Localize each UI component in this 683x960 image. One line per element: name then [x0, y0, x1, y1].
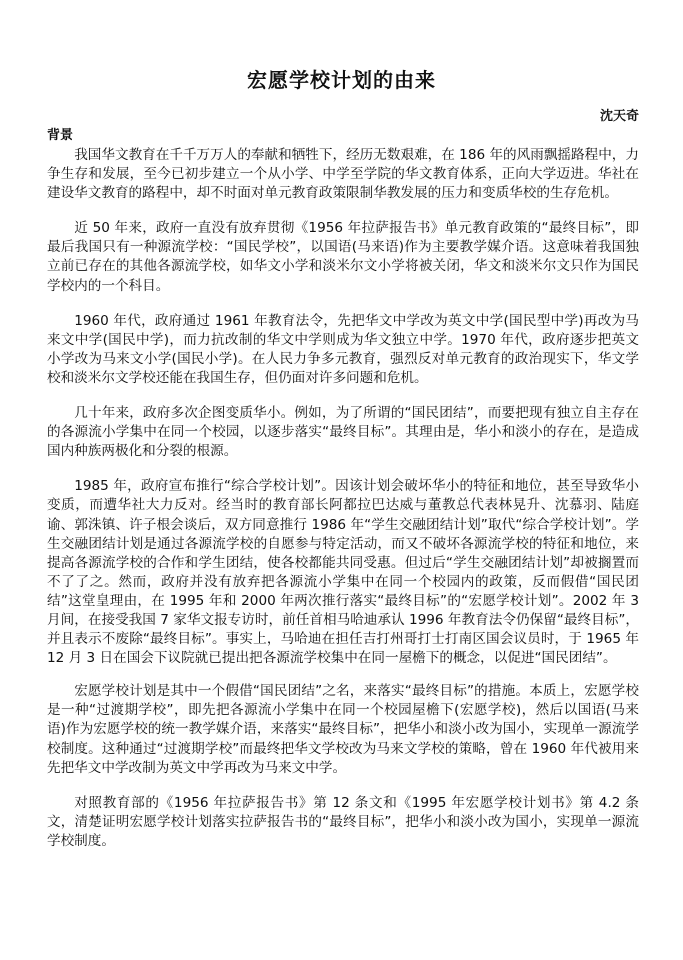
article-body [47, 146, 639, 867]
paragraph: 1960 年代，政府通过 1961 年教育法令，先把华文中学改为英文中学(国民型中学)再改为马来文中学(国民中学)，而力抗改制的华文中学则成为华文独立中学。1970 年代，政府逐步把英文小学改为马来文小学(国民小学)。在人民力争多元教育，强烈反对单元教育的政治现实下，华文学校和淡米尔文学校还能在我国生存，但仍面对许多问题和危机。 [47, 312, 639, 386]
paragraph: 对照教育部的《1956 年拉萨报告书》第 12 条文和《1995 年宏愿学校计划书》第 4.2 条文，清楚证明宏愿学校计划落实拉萨报告书的“最终目标”，把华小和淡小改为国小，实现单一源流学校制度。 [47, 794, 639, 849]
section-heading: 背景 [47, 128, 74, 143]
page-title: 宏愿学校计划的由来 [247, 68, 436, 92]
paragraph: 近 50 年来，政府一直没有放弃贯彻《1956 年拉萨报告书》单元教育政策的“最终目标”，即最后我国只有一种源流学校：“国民学校”，以国语(马来语)作为主要教学媒介语。这意味着我国独立前已存在的其他各源流学校，如华文小学和淡米尔文小学将被关闭，华文和淡米尔文只作为国民学校内的一个科目。 [47, 220, 639, 294]
paragraph: 1985 年，政府宣布推行“综合学校计划”。因该计划会破坏华小的特征和地位，甚至导致华小变质，而遭华社大力反对。经当时的教育部长阿都拉巴达威与董教总代表林晃升、沈慕羽、陆庭谕、郭洙镇、许子根会谈后，双方同意推行 1986 年“学生交融团结计划”取代“综合学校计划”。学生交融团结计划是通过各源流学校的自愿参与特定活动，而又不破坏各源流学校的特征和地位，来提高各源流学校的合作和学生团结，使各校都能共同受惠。但过后“学生交融团结计划”却被搁置而不了了之。然而，政府并没有放弃把各源流小学集中在同一个校园内的政策，反而假借“国民团结”这堂皇理由，在 1995 年和 2000 年两次推行落实“最终目标”的“宏愿学校计划”。2002 年 3 月间，在接受我国 7 家华文报专访时，前任首相马哈迪承认 1996 年教育法令仍保留“最终目标”，并且表示不废除“最终目标”。事实上，马哈迪在担任吉打州哥打士打南区国会议员时，于 1965 年 12 月 3 日在国会下议院就已提出把各源流学校集中在同一屋檐下的概念，以促进“国民团结”。 [47, 478, 639, 667]
paragraph: 宏愿学校计划是其中一个假借“国民团结”之名，来落实“最终目标”的措施。本质上，宏愿学校是一种“过渡期学校”，即先把各源流小学集中在同一个校园屋檐下(宏愿学校)，然后以国语(马来语)作为宏愿学校的统一教学媒介语，来落实“最终目标”，把华小和淡小改为国小，实现单一源流学校制度。这种通过“过渡期学校”而最终把华文学校改为马来文学校的策略，曾在 1960 年代被用来先把华文中学改制为英文中学再改为马来文中学。 [47, 683, 639, 776]
paragraph: 我国华文教育在千千万万人的奉献和牺牲下，经历无数艰难，在 186 年的风雨飘摇路程中，力争生存和发展，至今已初步建立一个从小学、中学至学院的华文教育体系，正向大学迈进。华社在建设华文教育的路程中，却不时面对单元教育政策限制华教发展的压力和变质华校的生存危机。 [47, 147, 639, 202]
author-name: 沈天奇 [599, 109, 639, 124]
paragraph: 几十年来，政府多次企图变质华小。例如，为了所谓的“国民团结”，而要把现有独立自主存在的各源流小学集中在同一个校园，以逐步落实“最终目标”。其理由是，华小和淡小的存在，是造成国内种族两极化和分裂的根源。 [47, 405, 639, 460]
